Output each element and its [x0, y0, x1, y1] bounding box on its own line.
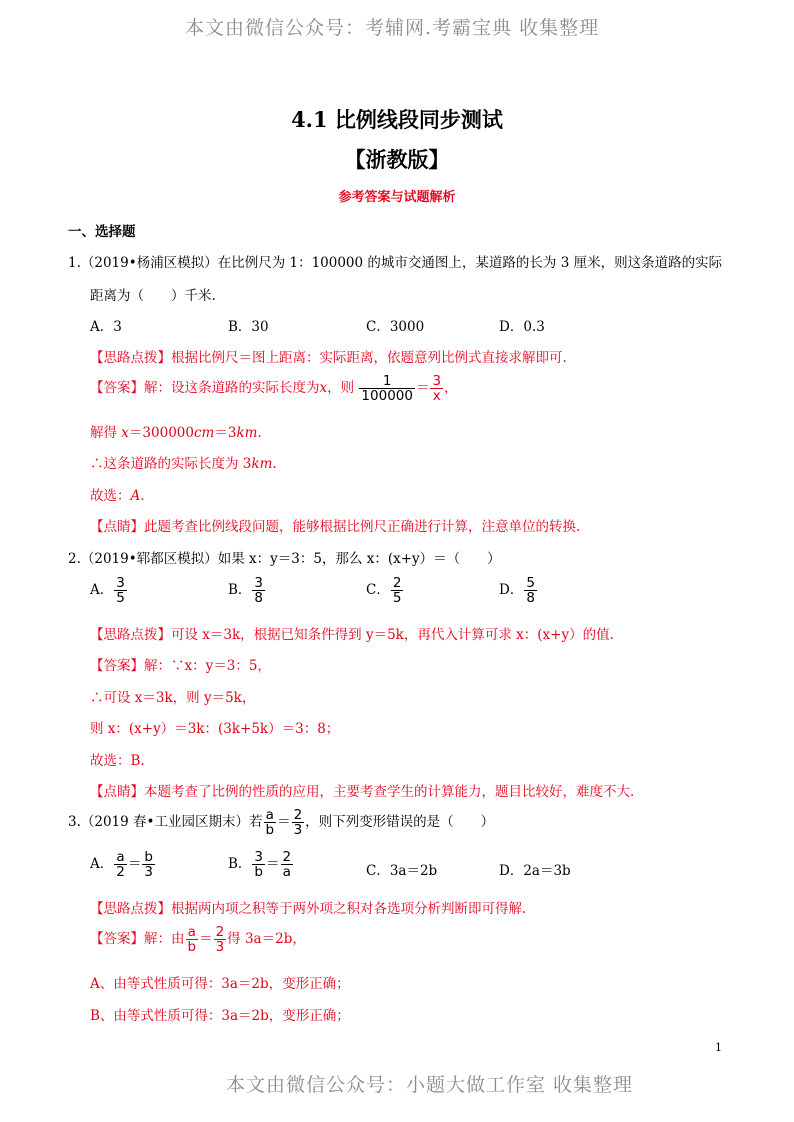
q1-choice-end: . [140, 488, 145, 504]
q1-solution-1 [90, 421, 262, 441]
q3-answer-f1-den: b [187, 939, 197, 956]
q3-answer [90, 925, 306, 954]
q2-option-d-den: 8 [526, 590, 535, 607]
q2-option-a-fraction [114, 576, 127, 605]
q2-comment: 【点睛】本题考查了比例的性质的应用，主要考查学生的计算能力，题目比较好，难度不大. [90, 784, 635, 800]
q2-answer-3: 则 x：(x+y）＝3k：(3k+5k）＝3：8； [90, 721, 340, 737]
q1-option-d: D．0.3 [499, 319, 545, 335]
q3-stem-f1-num: a [264, 808, 277, 823]
q2-option-a-den: 5 [116, 590, 125, 607]
q2-option-c [366, 576, 404, 605]
q1-option-c: C．3000 [366, 319, 425, 335]
q3-option-a-equals: ＝ [127, 856, 142, 873]
q3-stem-f1-den: b [265, 822, 275, 839]
q1-stem-line2: 距离为（ ）千米. [90, 288, 216, 304]
q3-option-a-f1-num: a [114, 850, 127, 865]
q2-answer-2: ∴可设 x＝3k，则 y＝5k， [90, 690, 256, 706]
q2-option-b-fraction [252, 576, 265, 605]
q1-choice [90, 484, 145, 504]
answer-subtitle: 参考答案与试题解析 [338, 190, 456, 205]
q2-option-d [499, 576, 538, 605]
q2-option-d-num: 5 [526, 575, 535, 591]
q3-stem [68, 808, 494, 837]
q1-choice-text: 故选： [90, 488, 131, 504]
q3-answer-f2-den: 3 [215, 939, 225, 956]
q2-choice: 故选：B. [90, 753, 145, 769]
q1-sol2-text: ∴这条道路的实际长度为 3 [90, 456, 252, 472]
q2-option-d-fraction [524, 576, 537, 605]
q3-option-b-f2-num: 2 [282, 849, 292, 865]
q1-answer-pre: 【答案】解：设这条道路的实际长度为 [90, 380, 320, 397]
q2-option-c-den: 5 [392, 590, 402, 607]
section-heading: 一、选择题 [68, 224, 136, 240]
q3-answer-post: 得 3a＝2b， [227, 931, 306, 948]
q2-option-a [90, 576, 128, 605]
q3-option-b-label: B． [228, 856, 252, 873]
q2-option-b-den: 8 [254, 590, 264, 607]
q3-stem-post: ，则下列变形错误的是（ ） [305, 814, 495, 831]
q2-option-a-label: A． [90, 582, 114, 599]
q3-line-a: A、由等式性质可得：3a＝2b，变形正确； [90, 976, 350, 992]
q1-frac2-num: 3 [432, 373, 442, 389]
q3-line-b: B、由等式性质可得：3a＝2b，变形正确； [90, 1008, 350, 1024]
q3-answer-f1-num: a [186, 925, 199, 940]
q3-stem-equals: ＝ [277, 814, 291, 831]
q3-hint: 【思路点拨】根据两内项之积等于两外项之积对各选项分析判断即可得解. [90, 901, 527, 917]
q1-sol2-unit: km [251, 456, 273, 472]
q3-option-b-equals: ＝ [266, 856, 280, 873]
q3-option-b-fraction-1 [252, 850, 265, 879]
page-title: 4.1 比例线段同步测试 [291, 107, 503, 132]
q1-sol1-var: x [121, 425, 129, 441]
q2-option-b [228, 576, 266, 605]
q1-solution-2 [90, 452, 277, 472]
watermark-bottom: 本文由微信公众号：小题大做工作室 收集整理 [226, 1074, 634, 1096]
q1-sol1-end: . [257, 425, 262, 441]
q3-stem-fraction-1 [264, 808, 277, 837]
q3-option-a-f2-den: 3 [144, 864, 153, 881]
q2-stem: 2.（2019•郓都区模拟）如果 x：y＝3：5，那么 x：(x+y）＝（ ） [68, 551, 501, 567]
q1-sol1-text: 解得 [90, 425, 117, 441]
q2-option-a-num: 3 [116, 575, 125, 591]
q1-frac1-num: 1 [359, 374, 415, 389]
q1-frac2-den: x [432, 388, 441, 405]
q3-option-c: C．3a＝2b [366, 863, 438, 879]
q3-option-a-f1-den: 2 [116, 864, 125, 881]
q3-option-a-fraction-1 [114, 850, 127, 879]
q2-option-d-label: D． [499, 582, 524, 599]
edition-label: 【浙教版】 [344, 147, 450, 172]
q3-answer-fraction-1 [186, 925, 199, 954]
q3-option-b [228, 850, 294, 879]
q1-frac1-den: 100000 [361, 388, 413, 405]
q3-answer-fraction-2 [214, 925, 227, 954]
q2-option-b-num: 3 [254, 575, 264, 591]
q1-equals: ＝ [415, 380, 430, 397]
q3-option-a-fraction-2 [142, 850, 155, 879]
q1-comment: 【点睛】此题考查比例线段问题，能够根据比例尺正确进行计算，注意单位的转换. [90, 519, 581, 535]
q3-option-a-f2-num: b [142, 850, 155, 865]
q3-stem-pre: 3.（2019 春•工业园区期末）若 [68, 814, 263, 831]
q1-sol1-unit-km: km [236, 425, 258, 441]
q1-sol1-unit-cm: cm [193, 425, 215, 441]
q1-sol1-value2: ＝3 [214, 425, 237, 441]
q3-option-d: D．2a＝3b [499, 863, 571, 879]
q2-option-c-label: C． [366, 582, 390, 599]
q2-hint: 【思路点拨】可设 x＝3k，根据已知条件得到 y＝5k，再代入计算可求 x：(x+y）的值. [90, 627, 614, 643]
q3-option-b-fraction-2 [281, 850, 294, 879]
q1-fraction-1 [359, 374, 415, 403]
q3-stem-f2-den: 3 [293, 822, 303, 839]
q1-choice-letter: A [130, 488, 141, 504]
q3-option-b-f1-den: b [254, 864, 263, 881]
q1-stem-line1: 1.（2019•杨浦区模拟）在比例尺为 1：100000 的城市交通图上，某道路的长为 3 厘米，则这条道路的实际 [68, 255, 723, 271]
q3-answer-f2-num: 2 [215, 924, 225, 940]
q3-answer-pre: 【答案】解：由 [90, 931, 185, 948]
watermark-top: 本文由微信公众号：考辅网.考霸宝典 收集整理 [185, 17, 600, 39]
q2-option-c-fraction [391, 576, 404, 605]
q1-sol2-end: . [272, 456, 277, 472]
q1-answer [90, 374, 458, 403]
q1-answer-mid: ，则 [327, 380, 355, 397]
q1-sol1-value: ＝300000 [128, 425, 194, 441]
q3-stem-fraction-2 [292, 808, 305, 837]
q1-answer-end: ， [444, 380, 458, 397]
q1-option-b: B．30 [228, 319, 269, 335]
q3-option-a [90, 850, 156, 879]
q1-fraction-2 [430, 374, 443, 403]
q1-option-a: A．3 [90, 319, 122, 335]
q3-option-a-label: A． [90, 856, 114, 873]
q3-option-b-f2-den: a [282, 864, 291, 881]
q1-hint: 【思路点拨】根据比例尺＝图上距离：实际距离，依题意列比例式直接求解即可. [90, 350, 567, 366]
q2-option-c-num: 2 [392, 575, 402, 591]
q3-option-b-f1-num: 3 [254, 849, 264, 865]
page-number: 1 [715, 1041, 722, 1054]
q3-stem-f2-num: 2 [293, 807, 303, 823]
q2-option-b-label: B． [228, 582, 252, 599]
q1-answer-var: x [319, 380, 328, 397]
q3-answer-equals: ＝ [199, 931, 213, 948]
q2-answer-1: 【答案】解：∵x：y＝3：5， [90, 658, 271, 674]
